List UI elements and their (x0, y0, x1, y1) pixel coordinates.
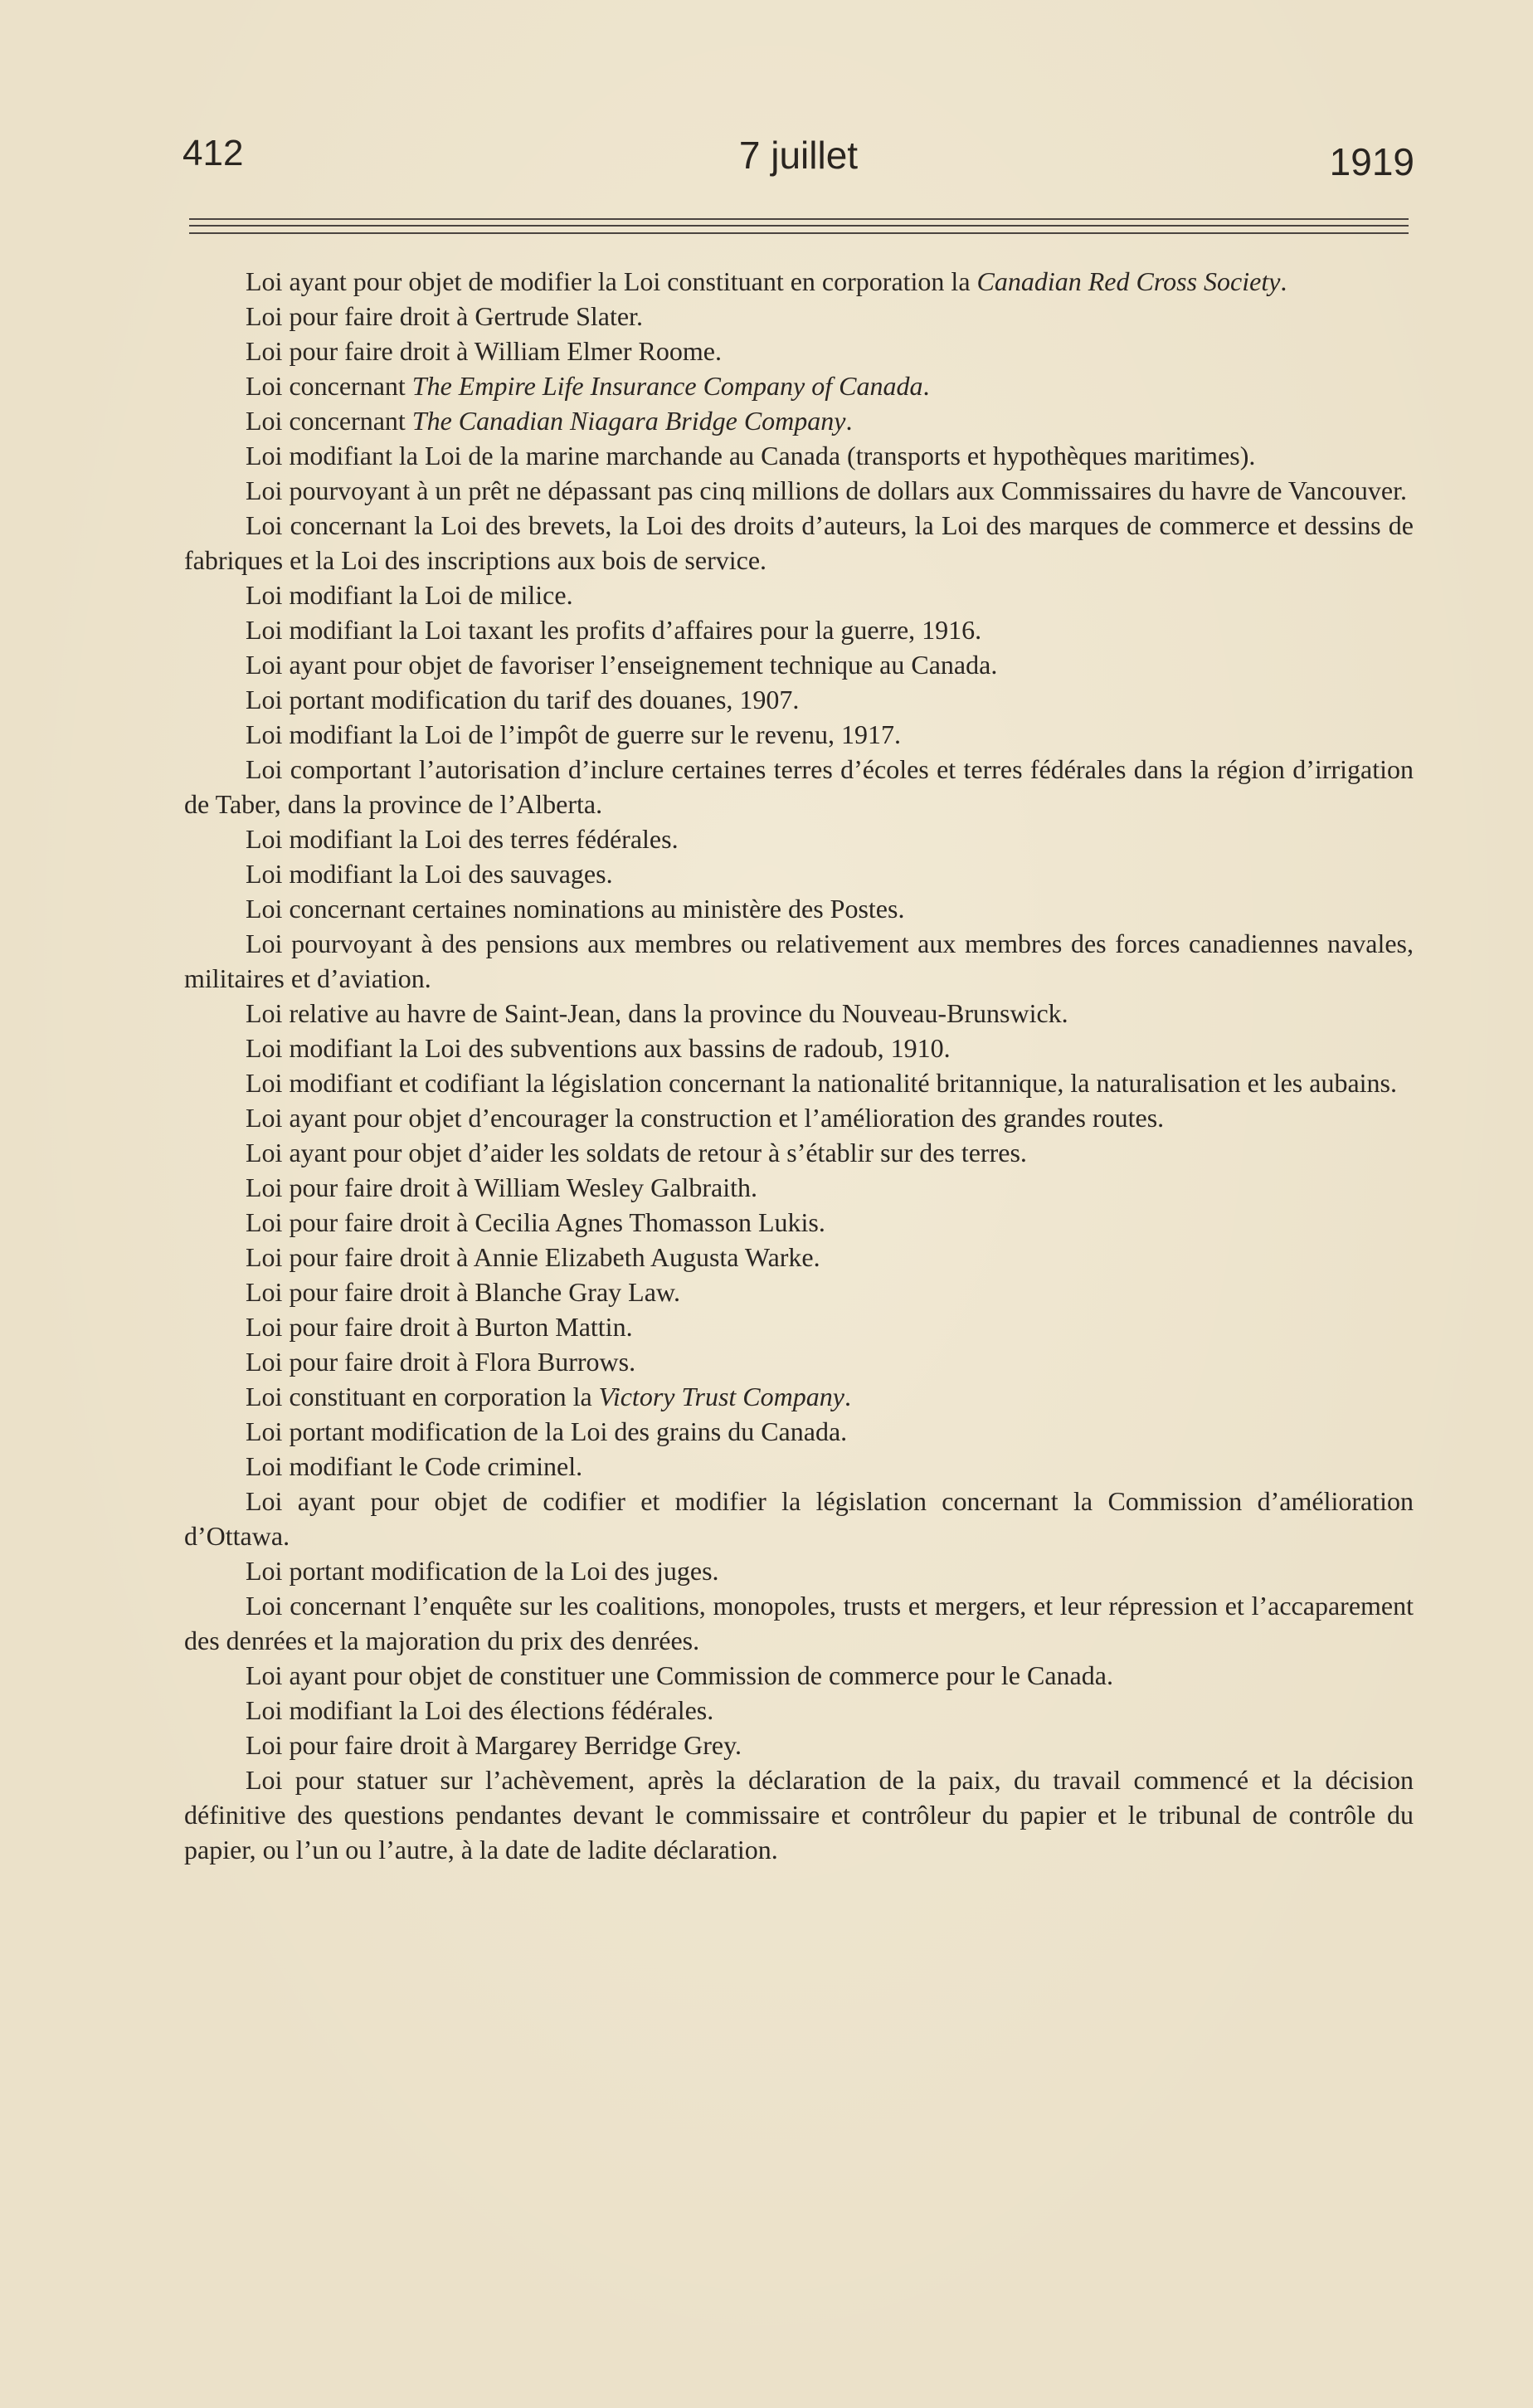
list-item: Loi ayant pour objet de codifier et modifier la législation concernant la Commission d’amélioration d’Ottawa. (184, 1486, 1414, 1551)
list-item: Loi comportant l’autorisation d’inclure certaines terres d’écoles et terres fédérales dans la région d’irrigation de Taber, dans la province de l’Alberta. (184, 754, 1414, 819)
list-item: Loi portant modification de la Loi des juges. (246, 1556, 719, 1586)
list-item: Loi modifiant la Loi des subventions aux bassins de radoub, 1910. (246, 1033, 951, 1063)
header-date: 7 juillet (738, 134, 859, 177)
list-item: Loi pour faire droit à Blanche Gray Law. (246, 1277, 680, 1307)
list-item: Loi ayant pour objet de favoriser l’enseignement technique au Canada. (246, 650, 998, 680)
list-item: Loi concernant The Empire Life Insurance Company of Canada. (246, 371, 930, 401)
list-item: Loi modifiant la Loi des sauvages. (246, 859, 613, 889)
list-item: Loi concernant The Canadian Niagara Bridge Company. (246, 406, 853, 436)
list-item: Loi constituant en corporation la Victory Trust Company. (246, 1382, 851, 1411)
header-year: 1919 (1329, 140, 1414, 183)
list-item: Loi modifiant le Code criminel. (246, 1451, 583, 1481)
page-number: 412 (182, 133, 244, 173)
list-item: Loi concernant l’enquête sur les coalitions, monopoles, trusts et mergers, et leur répression et l’accaparement des denrées et la majoration du prix des denrées. (184, 1591, 1414, 1655)
list-item: Loi concernant certaines nominations au ministère des Postes. (246, 894, 905, 924)
page-header (182, 133, 1414, 199)
list-item: Loi modifiant la Loi taxant les profits d’affaires pour la guerre, 1916. (246, 615, 982, 645)
list-item: Loi portant modification du tarif des douanes, 1907. (246, 685, 800, 714)
list-item: Loi pourvoyant à des pensions aux membres ou relativement aux membres des forces canadiennes navales, militaires et d’aviation. (184, 929, 1414, 993)
list-item: Loi modifiant et codifiant la législation concernant la nationalité britannique, la naturalisation et les aubains. (246, 1068, 1397, 1098)
list-item: Loi modifiant la Loi de la marine marchande au Canada (transports et hypothèques maritimes). (246, 441, 1256, 470)
list-item: Loi relative au havre de Saint-Jean, dans la province du Nouveau-Brunswick. (246, 998, 1068, 1028)
list-item: Loi modifiant la Loi de milice. (246, 580, 573, 610)
list-item: Loi portant modification de la Loi des grains du Canada. (246, 1416, 848, 1446)
list-item: Loi ayant pour objet de modifier la Loi constituant en corporation la Canadian Red Cross Society. (246, 266, 1287, 296)
list-item: Loi ayant pour objet de constituer une Commission de commerce pour le Canada. (246, 1660, 1113, 1690)
list-item: Loi modifiant la Loi des élections fédérales. (246, 1695, 714, 1725)
bill-list (184, 264, 1414, 1867)
list-item: Loi pour faire droit à Annie Elizabeth Augusta Warke. (246, 1242, 820, 1272)
list-item: Loi pour statuer sur l’achèvement, après la déclaration de la paix, du travail commencé et la décision définitive des questions pendantes devant le commissaire et contrôleur du papier et le tribunal de contrôle du papier, ou l’un ou l’autre, à la date de ladite déclaration. (184, 1765, 1414, 1864)
header-rule (189, 218, 1409, 220)
list-item: Loi pour faire droit à William Wesley Galbraith. (246, 1172, 757, 1202)
list-item: Loi pour faire droit à Margarey Berridge Grey. (246, 1730, 742, 1760)
list-item: Loi modifiant la Loi des terres fédérales. (246, 824, 679, 854)
header-rule (189, 225, 1409, 227)
list-item: Loi ayant pour objet d’encourager la construction et l’amélioration des grandes routes. (246, 1103, 1165, 1133)
header-rule (189, 232, 1409, 234)
list-item: Loi pour faire droit à Gertrude Slater. (246, 301, 643, 331)
list-item: Loi concernant la Loi des brevets, la Loi des droits d’auteurs, la Loi des marques de commerce et dessins de fabriques et la Loi des inscriptions aux bois de service. (184, 510, 1414, 575)
list-item: Loi pour faire droit à Cecilia Agnes Thomasson Lukis. (246, 1207, 825, 1237)
list-item: Loi pour faire droit à Flora Burrows. (246, 1347, 636, 1377)
list-item: Loi pour faire droit à Burton Mattin. (246, 1312, 633, 1342)
list-item: Loi pourvoyant à un prêt ne dépassant pas cinq millions de dollars aux Commissaires du havre de Vancouver. (246, 475, 1407, 505)
list-item: Loi ayant pour objet d’aider les soldats de retour à s’établir sur des terres. (246, 1138, 1027, 1167)
list-item: Loi pour faire droit à William Elmer Roome. (246, 336, 722, 366)
list-item: Loi modifiant la Loi de l’impôt de guerre sur le revenu, 1917. (246, 719, 901, 749)
